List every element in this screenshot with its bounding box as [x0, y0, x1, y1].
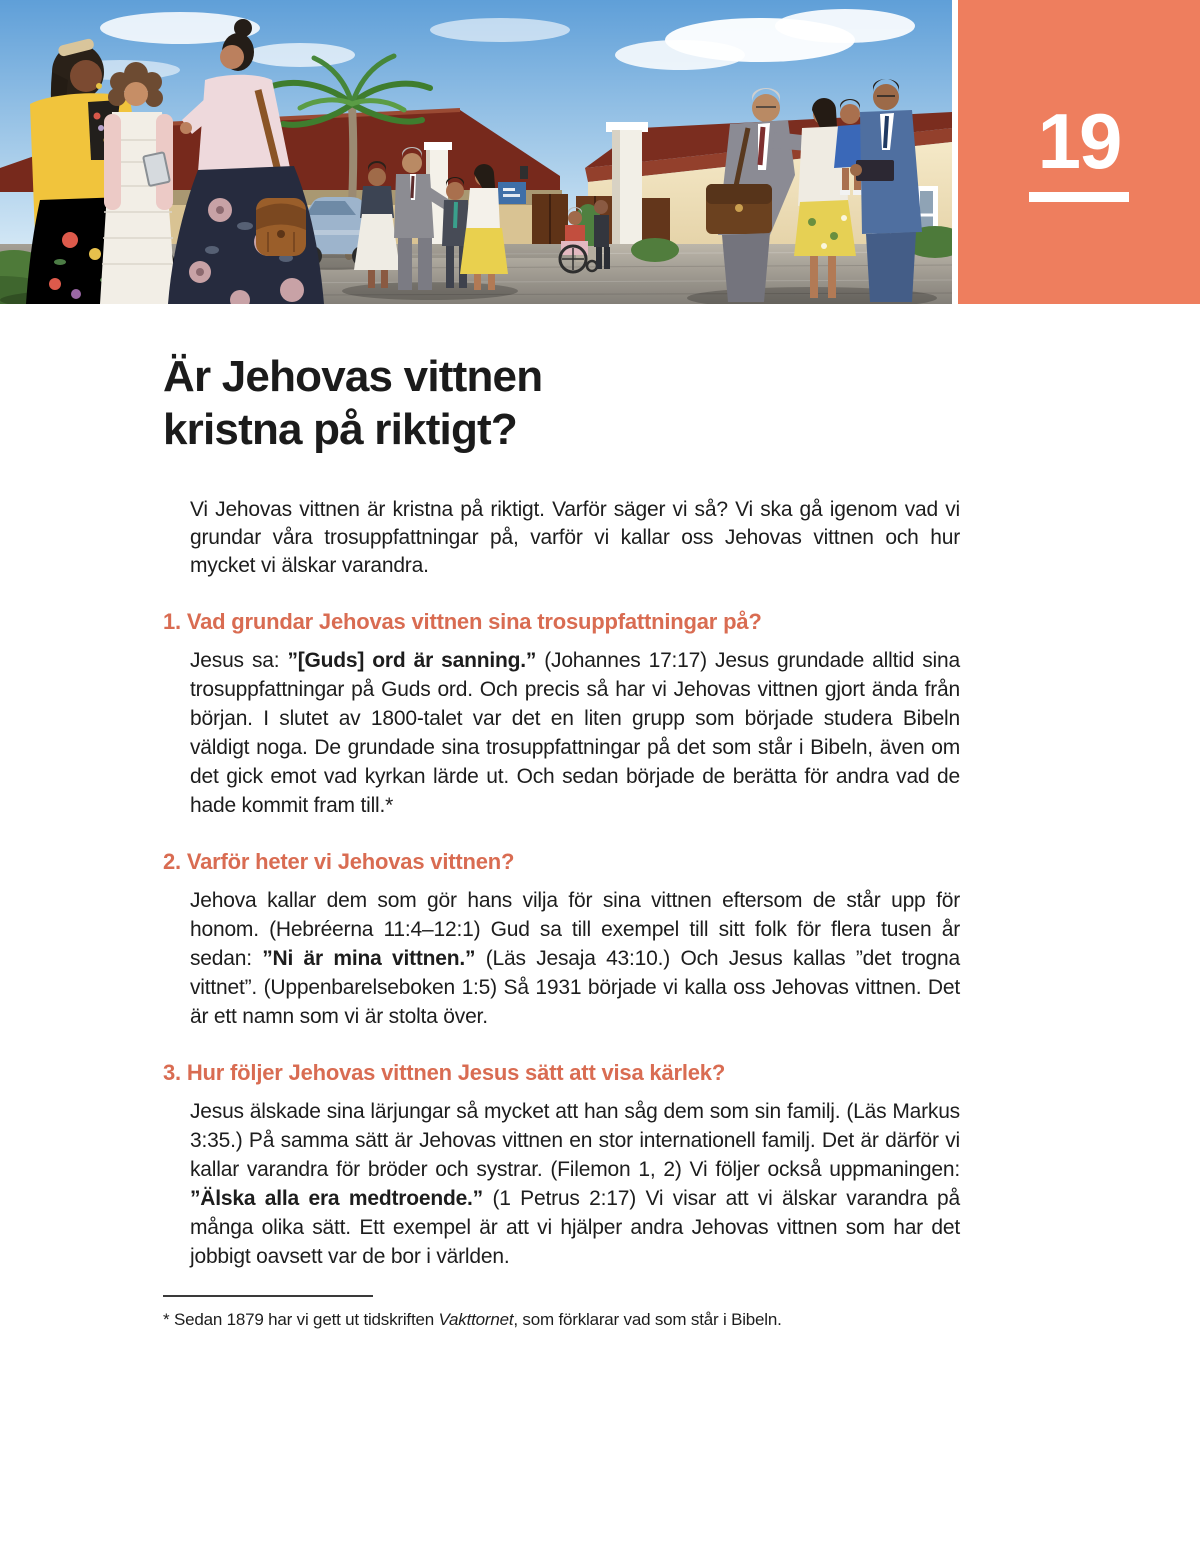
bold-quote: ”Älska alla era medtroende.”	[190, 1187, 483, 1210]
chapter-underline-bar	[1029, 192, 1129, 202]
chapter-number: 19	[1037, 97, 1121, 185]
hero-photo	[0, 0, 952, 304]
paragraph-text: Jesus älskade sina lärjungar så mycket att han såg dem som sin familj. (Läs Markus 3:35.) På samma sätt är Jehovas vittnen en stor internationell familj. Det är därför vi kallar varandra för bröder och systrar. (Filemon 1, 2) Vi följer också uppmaningen:	[190, 1100, 960, 1181]
footnote-marker: *	[163, 1310, 170, 1329]
answer-paragraph-3	[190, 1097, 960, 1271]
jw-sign	[498, 182, 526, 204]
footnote-text: , som förklarar vad som står i Bibeln.	[513, 1310, 782, 1329]
answer-paragraph-2	[190, 886, 960, 1031]
question-heading-1: 1. Vad grundar Jehovas vittnen sina trosuppfattningar på?	[163, 609, 762, 634]
paragraph-text: (Johannes 17:17) Jesus grundade alltid sina trosuppfattningar på Guds ord. Och precis så har vi Jehovas vittnen gjort ända från början. I slutet av 1800-talet var det en liten grupp som började studera Bibeln väldigt noga. De grundade sina trosuppfattningar på det som står i Bibeln, även om det gick emot vad kyrkan lärde ut. Och sedan började de berätta för andra vad de hade kommit fram till.*	[190, 649, 960, 817]
paragraph-text: (1 Petrus 2:17) Vi visar att vi älskar varandra på många olika sätt. Ett exempel är att vi hjälper andra Jehovas vittnen som har det jobbigt oavsett var de bor i världen.	[190, 1187, 960, 1268]
article-content	[0, 350, 1200, 1331]
bold-quote: ”Ni är mina vittnen.”	[262, 947, 476, 970]
chapter-number-block	[958, 0, 1200, 304]
footnote-publication-name: Vakttornet	[438, 1310, 514, 1329]
hero-banner	[0, 0, 1200, 304]
section-3	[163, 1059, 960, 1271]
question-heading-3: 3. Hur följer Jehovas vittnen Jesus sätt att visa kärlek?	[163, 1060, 726, 1085]
footnote	[163, 1309, 960, 1331]
intro-paragraph: Vi Jehovas vittnen är kristna på riktigt. Varför säger vi så? Vi ska gå igenom vad vi grundar våra trosuppfattningar på, varför vi kallar oss Jehovas vittnen och hur mycket vi älskar varandra.	[190, 498, 960, 577]
footnote-divider	[163, 1295, 373, 1297]
page-title	[163, 350, 960, 456]
paragraph-text: Jesus sa:	[190, 649, 288, 672]
paragraph-text: (Läs Jesaja 43:10.) Och Jesus kallas ”det trogna vittnet”. (Uppenbarelseboken 1:5) Så 1931 började vi kalla oss Jehovas vittnen. Det är ett namn som vi är stolta över.	[190, 947, 960, 1028]
footnote-text: Sedan 1879 har vi gett ut tidskriften	[169, 1310, 439, 1329]
page-title-line1: Är Jehovas vittnen	[163, 352, 543, 401]
bold-quote: ”[Guds] ord är sanning.”	[287, 649, 537, 672]
answer-paragraph-1	[190, 646, 960, 820]
section-2	[163, 848, 960, 1031]
page-title-line2: kristna på riktigt?	[163, 405, 517, 454]
paragraph-text: Jehova kallar dem som gör hans vilja för sina vittnen eftersom de står upp för honom. (Hebréerna 11:4–12:1) Gud sa till exempel till sitt folk för flera tusen år sedan:	[190, 889, 960, 970]
hero-photo-illustration	[0, 0, 952, 304]
porch-lamp	[520, 166, 528, 179]
section-1	[163, 608, 960, 820]
question-heading-2: 2. Varför heter vi Jehovas vittnen?	[163, 849, 515, 874]
